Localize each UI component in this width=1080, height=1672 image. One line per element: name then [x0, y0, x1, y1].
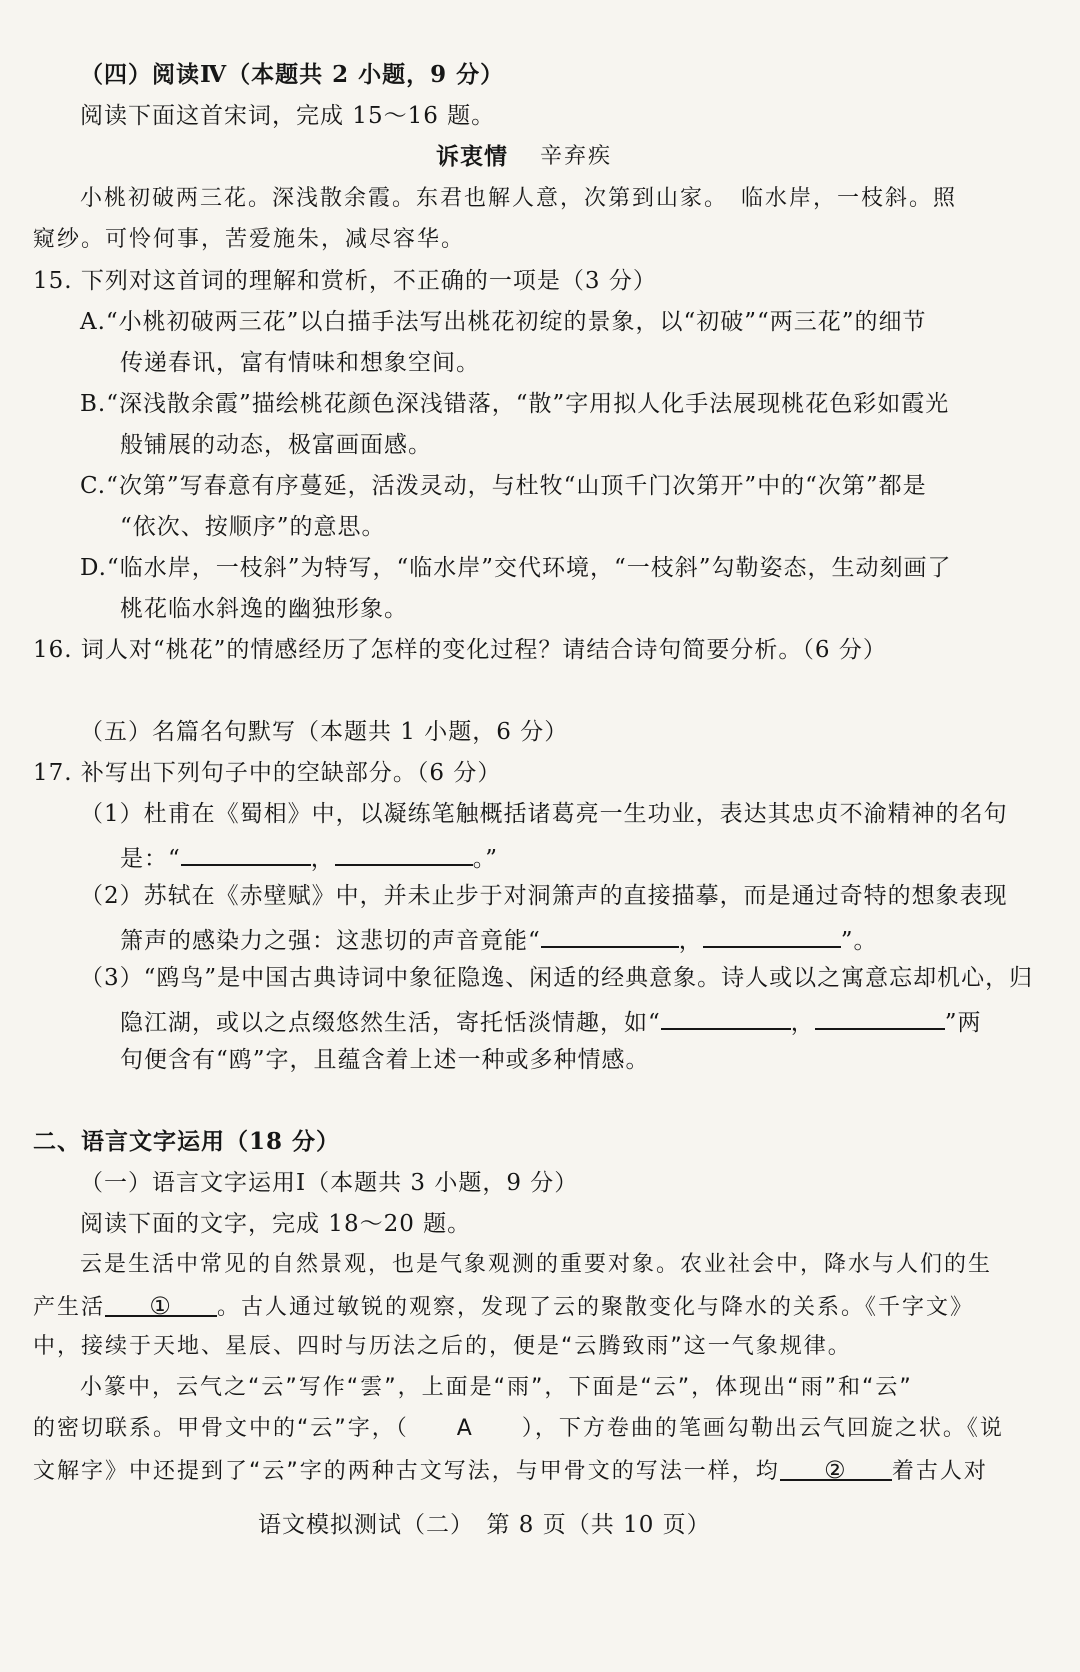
part2-sub-heading: （一）语言文字运用Ⅰ（本题共 3 小题，9 分）: [80, 1170, 579, 1196]
q17-sub1-comma: ，: [310, 846, 335, 872]
passage-text: 着古人对: [891, 1459, 988, 1484]
q17-sub3-cont: 句便含有“鸥”字，且蕴含着上述一种或多种情感。: [120, 1047, 650, 1073]
passage-text: 。古人通过敏锐的观察，发现了云的聚散变化与降水的关系。《千字文》: [217, 1295, 975, 1320]
passage-p2-line2: 的密切联系。甲骨文中的“云”字，（ A ），下方卷曲的笔画勾勒出云气回旋之状。《说: [33, 1416, 1004, 1441]
q17-sub3-blanks: [120, 1004, 982, 1038]
answer-blank[interactable]: [541, 922, 679, 948]
passage-p1-line1: 云是生活中常见的自然景观，也是气象观测的重要对象。农业社会中，降水与人们的生: [80, 1252, 993, 1277]
part2-instruction: 阅读下面的文字，完成 18～20 题。: [80, 1211, 472, 1237]
passage-p1-line3: 中，接续于天地、星辰、四时与历法之后的，便是“云腾致雨”这一气象规律。: [33, 1334, 852, 1359]
q17-sub3: （3）“鸥鸟”是中国古典诗词中象征隐逸、闲适的经典意象。诗人或以之寓意忘却机心，归: [80, 965, 1034, 991]
answer-blank[interactable]: [335, 840, 473, 866]
q15-option-a: A.“小桃初破两三花”以白描手法写出桃花初绽的景象，以“初破”“两三花”的细节: [80, 309, 927, 335]
answer-blank[interactable]: [181, 840, 311, 866]
q15-option-a-cont: 传递春讯，富有情味和想象空间。: [120, 350, 480, 376]
answer-blank[interactable]: [815, 1004, 945, 1030]
q17-sub1: （1）杜甫在《蜀相》中，以凝练笔触概括诸葛亮一生功业，表达其忠贞不渝精神的名句: [80, 801, 1008, 827]
q16-stem: 16. 词人对“桃花”的情感经历了怎样的变化过程？请结合诗句简要分析。（6 分）: [33, 637, 887, 663]
q15-stem: 15. 下列对这首词的理解和赏析，不正确的一项是（3 分）: [33, 268, 657, 294]
q17-sub2-prefix: 箫声的感染力之强：这悲切的声音竟能“: [120, 928, 541, 954]
q17-sub1-suffix: 。”: [472, 846, 499, 872]
q15-option-b: B.“深浅散余霞”描绘桃花颜色深浅错落，“散”字用拟人化手法展现桃花色彩如霞光: [80, 391, 950, 417]
answer-blank[interactable]: [661, 1004, 791, 1030]
passage-p1-line2: [33, 1291, 974, 1323]
section4-instruction: 阅读下面这首宋词，完成 15～16 题。: [80, 103, 496, 129]
q17-stem: 17. 补写出下列句子中的空缺部分。（6 分）: [33, 760, 502, 786]
q17-sub2-suffix: ”。: [840, 928, 878, 954]
poem-line-2: 窥纱。可怜何事，苦爱施朱，减尽容华。: [33, 227, 466, 252]
answer-blank[interactable]: [703, 922, 841, 948]
page-footer: 语文模拟测试（二） 第 8 页（共 10 页）: [258, 1512, 711, 1538]
q17-sub2-comma: ，: [678, 928, 703, 954]
section5-heading: （五）名篇名句默写（本题共 1 小题，6 分）: [80, 719, 569, 745]
poem-title: 诉衷情: [436, 143, 508, 170]
q15-option-c-cont: “依次、按顺序”的意思。: [120, 514, 386, 540]
q17-sub1-blanks: [120, 840, 498, 874]
passage-p2-line1: 小篆中，云气之“云”写作“雲”，上面是“雨”，下面是“云”，体现出“雨”和“云”: [80, 1375, 913, 1400]
q17-sub1-prefix: 是：“: [120, 846, 181, 872]
q17-sub3-prefix: 隐江湖，或以之点缀悠然生活，寄托恬淡情趣，如“: [120, 1010, 661, 1036]
passage-p2-line3: [33, 1455, 988, 1487]
passage-text: 文解字》中还提到了“云”字的两种古文写法，与甲骨文的写法一样，均: [33, 1459, 780, 1484]
q15-option-b-cont: 般铺展的动态，极富画面感。: [120, 432, 432, 458]
q15-option-c: C.“次第”写春意有序蔓延，活泼灵动，与杜牧“山顶千门次第开”中的“次第”都是: [80, 473, 927, 499]
section4-heading: （四）阅读Ⅳ（本题共 2 小题，9 分）: [80, 61, 505, 88]
q15-option-d: D.“临水岸，一枝斜”为特写，“临水岸”交代环境，“一枝斜”勾勒姿态，生动刻画了: [80, 555, 952, 581]
answer-blank-2[interactable]: ②: [780, 1455, 892, 1481]
q17-sub2: （2）苏轼在《赤壁赋》中，并未止步于对洞箫声的直接描摹，而是通过奇特的想象表现: [80, 883, 1008, 909]
poem-line-1: 小桃初破两三花。深浅散余霞。东君也解人意，次第到山家。 临水岸，一枝斜。照: [80, 186, 958, 211]
q17-sub3-comma: ，: [790, 1010, 815, 1036]
answer-blank-1[interactable]: ①: [105, 1291, 217, 1317]
poem-author: 辛弃疾: [540, 144, 613, 169]
q15-option-d-cont: 桃花临水斜逸的幽独形象。: [120, 596, 408, 622]
part2-heading: 二、语言文字运用（18 分）: [33, 1128, 341, 1155]
q17-sub2-blanks: [120, 922, 878, 956]
q17-sub3-suffix: ”两: [944, 1010, 982, 1036]
passage-text: 产生活: [33, 1295, 106, 1320]
